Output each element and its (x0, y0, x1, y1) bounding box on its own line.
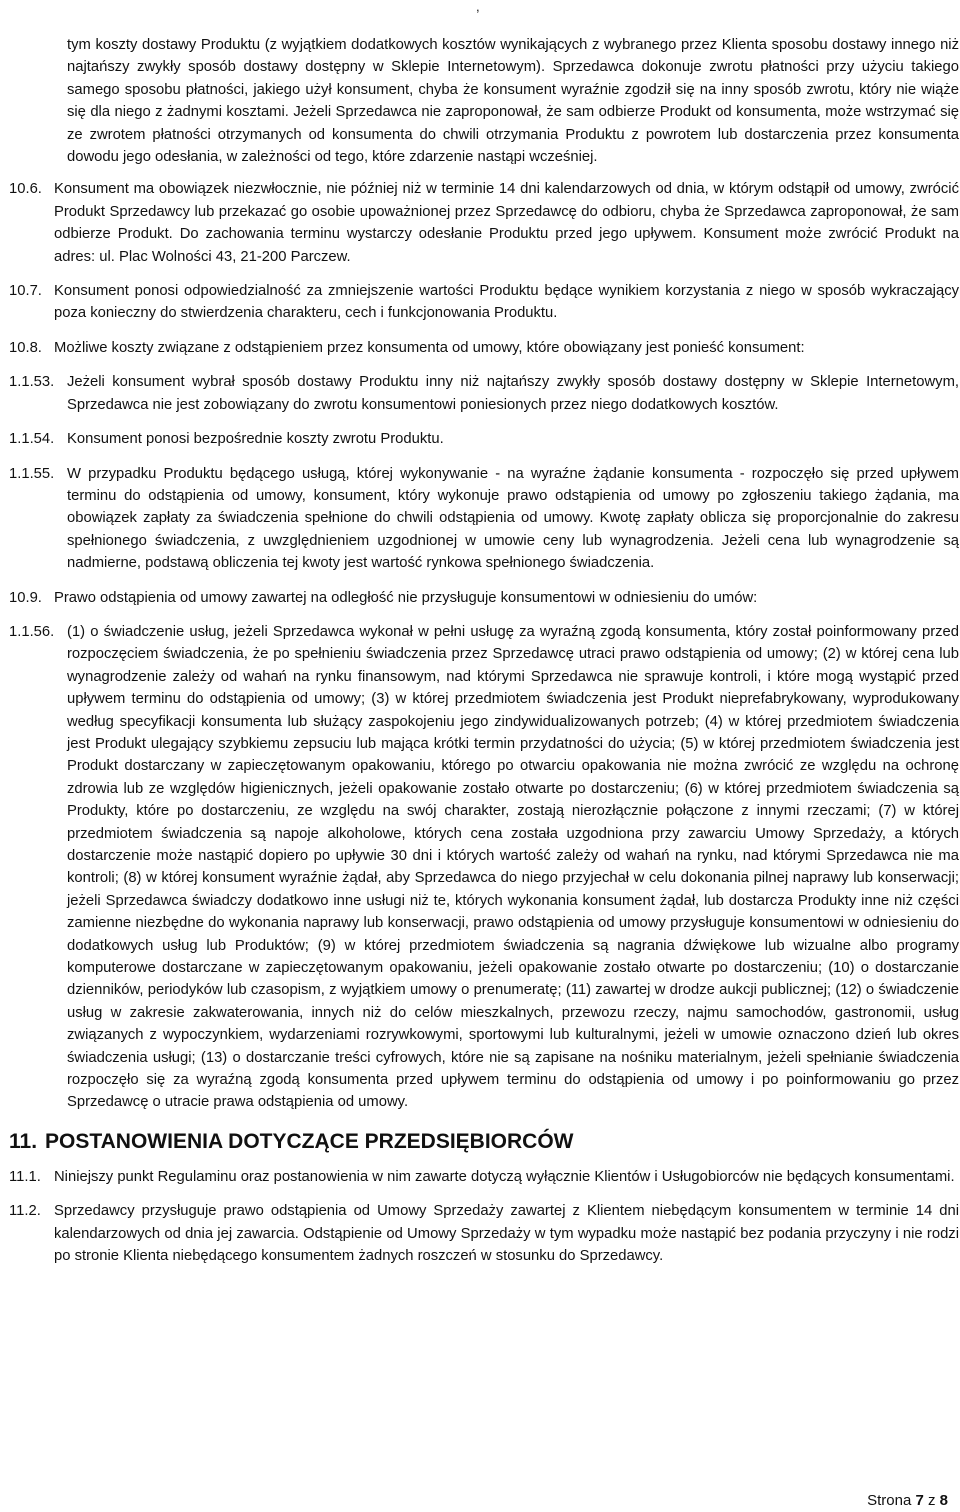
paragraph-10-7 (9, 280, 959, 325)
paragraph-text: W przypadku Produktu będącego usługą, której wykonywanie - na wyraźne żądanie konsumenta - rozpoczęło się przed upływem terminu do odstąpienia od umowy, konsument, który wykonuje prawo odstąpienia od umowy po zgłoszeniu takiego żądania, ma obowiązek zapłaty za świadczenia spełnione do chwili odstąpienia od umowy. Kwotę zapłaty oblicza się proporcjonalnie do zakresu spełnionego świadczenia, z uwzględnieniem uzgodnionej w umowie ceny lub wynagrodzenia. Jeżeli cena lub wynagrodzenie są nadmierne, podstawą obliczenia tej kwoty jest wartość rynkowa spełnionego świadczenia. (67, 465, 959, 572)
paragraph-text: (1) o świadczenie usług, jeżeli Sprzedawca wykonał w pełni usługę za wyraźną zgodą konsumenta, który został poinformowany przed rozpoczęciem świadczenia, że po spełnieniu świadczenia przez Sprzedawcę utraci prawo odstąpienia od umowy; (2) w której cena lub wynagrodzenie zależy od wahań na rynku finansowym, nad którymi Sprzedawca nie sprawuje kontroli, i które mogą wystąpić przed upływem terminu do odstąpienia od umowy; (3) w której przedmiotem świadczenia jest Produkt nieprefabrykowany, wyprodukowany według specyfikacji konsumenta lub służący zaspokojeniu jego zindywidualizowanych potrzeb; (4) w której przedmiotem świadczenia jest Produkt ulegający szybkiemu zepsuciu lub mająca krótki termin przydatności do użycia; (5) w której przedmiotem świadczenia jest Produkt dostarczany w zapieczętowanym opakowaniu, którego po otwarciu opakowania nie można zwrócić ze względu na ochronę zdrowia lub ze względów higienicznych, jeżeli opakowanie zostało otwarte po dostarczeniu; (6) w której przedmiotem świadczenia są Produkty, które po dostarczeniu, ze względu na swój charakter, zostają nierozłącznie połączone z innymi rzeczami; (7) w której przedmiotem świadczenia są napoje alkoholowe, których cena została uzgodniona przy zawarciu Umowy Sprzedaży, a których dostarczenie może nastąpić dopiero po upływie 30 dni i których wartość zależy od wahań na rynku, nad którymi Sprzedawca nie ma kontroli; (8) w której konsument wyraźnie żądał, aby Sprzedawca do niego przyjechał w celu dokonania pilnej naprawy lub konserwacji; jeżeli Sprzedawca świadczy dodatkowo inne usługi niż te, których wykonania konsument żądał, lub dostarcza Produkty inne niż części zamienne niezbędne do wykonania naprawy lub konserwacji, prawo odstąpienia od umowy przysługuje konsumentowi w odniesieniu do dodatkowych usług lub Produktów; (9) w której przedmiotem świadczenia są nagrania dźwiękowe lub wizualne albo programy komputerowe dostarczane w zapieczętowanym opakowaniu, jeżeli opakowanie zostało otwarte po dostarczeniu; (10) o dostarczanie dzienników, periodyków lub czasopism, z wyjątkiem umowy o prenumeratę; (11) zawartej w drodze aukcji publicznej; (12) o świadczenie usług w zakresie zakwaterowania, innych niż do celów mieszkalnych, przewozu rzeczy, najmu samochodów, gastronomii, usług związanych z wypoczynkiem, wydarzeniami rozrywkowymi, sportowymi lub kulturalnymi, jeżeli w umowie oznaczono dzień lub okres świadczenia usługi; (13) o dostarczanie treści cyfrowych, które nie są zapisane na nośniku materialnym, jeżeli spełnianie świadczenia rozpoczęło się za wyraźną zgodą konsumenta przed upływem terminu do odstąpienia od umowy i po poinformowaniu go przez Sprzedawcę o utracie prawa odstąpienia od umowy. (67, 623, 959, 1111)
paragraph-1-1-55 (9, 463, 959, 575)
top-mark: , (476, 0, 480, 14)
paragraph-text: Konsument ma obowiązek niezwłocznie, nie później niż w terminie 14 dni kalendarzowych od dnia, w którym odstąpił od umowy, zwrócić Produkt Sprzedawcy lub przekazać go osobie upoważnionej przez Sprzedawcę do odbioru, chyba że Sprzedawca zaproponował, że sam odbierze Produkt. Do zachowania terminu wystarczy odesłanie Produktu przed jego upływem. Konsument może zwrócić Produkt na adres: ul. Plac Wolności 43, 21-200 Parczew. (54, 181, 959, 265)
paragraph-11-2 (9, 1200, 959, 1267)
paragraph-1-1-54 (9, 428, 959, 450)
paragraph-number: 10.9. (9, 589, 42, 606)
footer-of: z (927, 1492, 936, 1509)
paragraph-1-1-53 (9, 371, 959, 416)
paragraph-10-8 (9, 337, 959, 359)
paragraph-number: 11.2. (9, 1203, 41, 1220)
paragraph-number: 11.1. (9, 1168, 41, 1185)
paragraph-text: Sprzedawcy przysługuje prawo odstąpienia od Umowy Sprzedaży zawartej z Klientem niebędącym konsumentem w terminie 14 dni kalendarzowych od dnia jej zawarcia. Odstąpienie od Umowy Sprzedaży w tym wypadku może nastąpić bez podania przyczyny i nie rodzi po stronie Klienta niebędącego konsumentem żadnych roszczeń w stosunku do Sprzedawcy. (54, 1203, 959, 1265)
paragraph-text: Konsument ponosi odpowiedzialność za zmniejszenie wartości Produktu będące wynikiem korzystania z niego w sposób wykraczający poza konieczny do stwierdzenia charakteru, cech i funkcjonowania Produktu. (54, 283, 959, 322)
paragraph-number: 10.8. (9, 339, 42, 356)
paragraph-text: Niniejszy punkt Regulaminu oraz postanowienia w nim zawarte dotyczą wyłącznie Klientów i Usługobiorców nie będących konsumentami. (54, 1168, 955, 1185)
paragraph-number: 10.7. (9, 283, 42, 300)
paragraph-number: 1.1.53. (9, 374, 55, 391)
paragraph-11-1 (9, 1166, 959, 1188)
continuation-paragraph: tym koszty dostawy Produktu (z wyjątkiem dodatkowych kosztów wynikających z wybranego przez Klienta sposobu dostawy innego niż najtańszy zwykły sposób dostawy dostępny w Sklepie Internetowym). Sprzedawca dokonuje zwrotu płatności przy użyciu takiego samego sposobu płatności, jakiego użył konsument, chyba że konsument wyraźnie zgodził się na inny sposób zwrotu, który nie wiąże się dla niego z żadnymi kosztami. Jeżeli Sprzedawca nie zaproponował, że sam odbierze Produkt od konsumenta, może wstrzymać się ze zwrotem płatności otrzymanych od konsumenta do chwili otrzymania Produktu z powrotem lub dostarczenia przez konsumenta dowodu jego odesłania, w zależności od tego, które zdarzenie nastąpi wcześniej. (67, 37, 959, 166)
section-number: 11. (9, 1129, 38, 1153)
footer-total-pages: 8 (939, 1492, 948, 1509)
page-footer (867, 1492, 948, 1510)
paragraph-number: 10.6. (9, 181, 42, 198)
paragraph-number: 1.1.56. (9, 623, 55, 640)
paragraph-10-9 (9, 587, 959, 609)
paragraph-number: 1.1.55. (9, 465, 55, 482)
paragraph-text: Konsument ponosi bezpośrednie koszty zwrotu Produktu. (67, 431, 444, 448)
document-content (9, 34, 959, 1268)
paragraph-text: Prawo odstąpienia od umowy zawartej na odległość nie przysługuje konsumentowi w odniesieniu do umów: (54, 589, 758, 606)
paragraph-text: Jeżeli konsument wybrał sposób dostawy Produktu inny niż najtańszy zwykły sposób dostawy dostępny w Sklepie Internetowym, Sprzedawca nie jest zobowiązany do zwrotu konsumentowi poniesionych przez niego dodatkowych kosztów. (67, 374, 959, 413)
section-title: POSTANOWIENIA DOTYCZĄCE PRZEDSIĘBIORCÓW (45, 1129, 574, 1153)
footer-label: Strona (867, 1492, 912, 1509)
paragraph-text: Możliwe koszty związane z odstąpieniem przez konsumenta od umowy, które obowiązany jest ponieść konsument: (54, 339, 805, 356)
section-heading (9, 1128, 959, 1156)
paragraph-number: 1.1.54. (9, 431, 55, 448)
footer-current-page: 7 (915, 1492, 924, 1509)
paragraph-10-6 (9, 178, 959, 268)
paragraph-1-1-56 (9, 621, 959, 1114)
